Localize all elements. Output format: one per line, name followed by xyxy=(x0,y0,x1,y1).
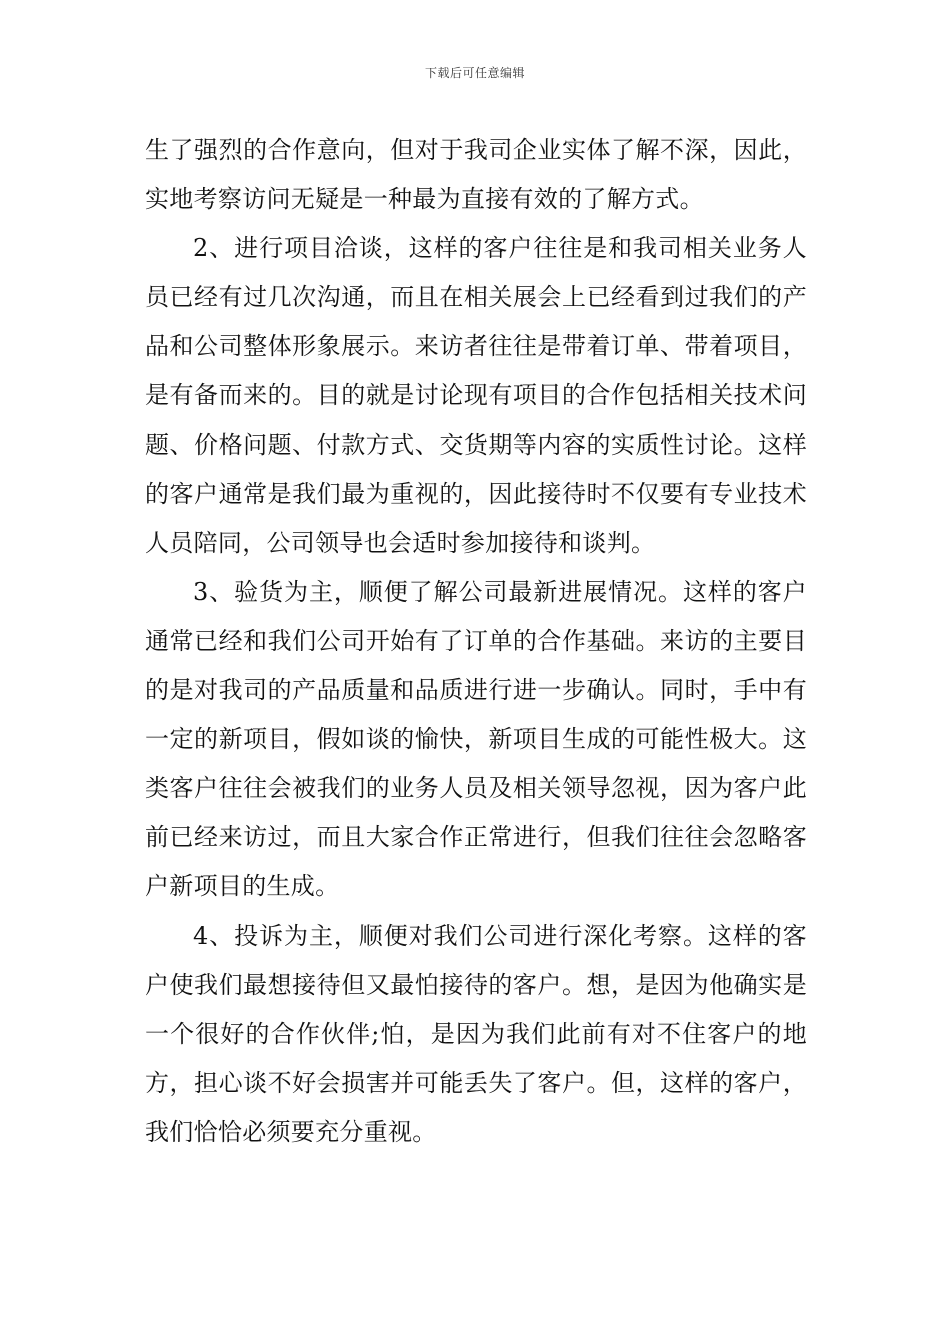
paragraph-item-2: 2、进行项目洽谈，这样的客户往往是和我司相关业务人员已经有过几次沟通，而且在相关展会上已经看到过我们的产品和公司整体形象展示。来访者往往是带着订单、带着项目，是有备而来的。目的就是讨论现有项目的合作包括相关技术问题、价格问题、付款方式、交货期等内容的实质性讨论。这样的客户通常是我们最为重视的，因此接待时不仅要有专业技术人员陪同，公司领导也会适时参加接待和谈判。 xyxy=(145,234,807,557)
page-header: 下载后可任意编辑 xyxy=(424,66,525,80)
body-text xyxy=(145,126,807,1157)
paragraph-item-3: 3、验货为主，顺便了解公司最新进展情况。这样的客户通常已经和我们公司开始有了订单的合作基础。来访的主要目的是对我司的产品质量和品质进行进一步确认。同时，手中有一定的新项目，假如谈的愉快，新项目生成的可能性极大。这类客户往往会被我们的业务人员及相关领导忽视，因为客户此前已经来访过，而且大家合作正常进行，但我们往往会忽略客户新项目的生成。 xyxy=(145,577,807,901)
paragraph-continuation: 生了强烈的合作意向，但对于我司企业实体了解不深，因此，实地考察访问无疑是一种最为直接有效的了解方式。 xyxy=(145,136,807,214)
paragraph-item-4: 4、投诉为主，顺便对我们公司进行深化考察。这样的客户使我们最想接待但又最怕接待的客户。想，是因为他确实是一个很好的合作伙伴;怕，是因为我们此前有对不住客户的地方，担心谈不好会损害并可能丢失了客户。但，这样的客户，我们恰恰必须要充分重视。 xyxy=(145,921,807,1146)
